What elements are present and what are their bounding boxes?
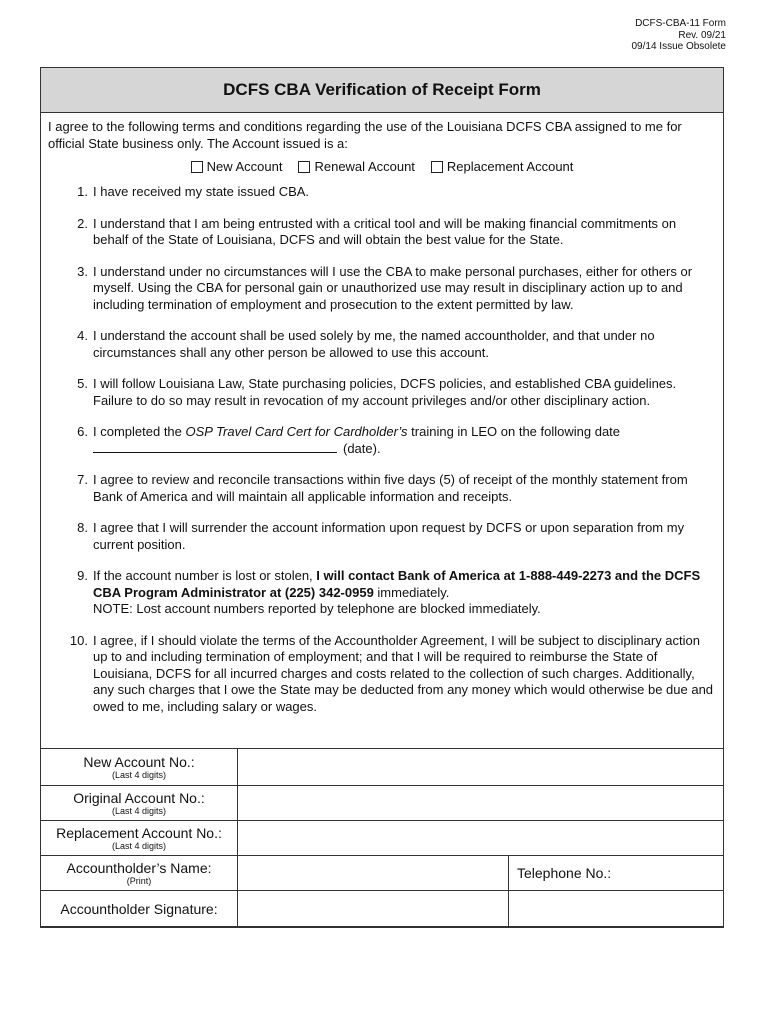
original-account-label-cell [41, 786, 238, 821]
term-number: 2. [77, 215, 88, 231]
new-account-no-label: New Account No.: [83, 753, 195, 770]
term-item [41, 184, 723, 201]
new-account-input[interactable] [238, 749, 724, 786]
term-number: 10. [69, 632, 88, 648]
telephone-cell[interactable] [509, 856, 724, 891]
term-text: I have received my state issued CBA. [93, 184, 310, 199]
terms-list [41, 184, 723, 715]
term-text: I will follow Louisiana Law, State purchasing policies, DCFS policies, and established CBA guidelines. Failure to do so may result in revocation of my account privileges and/or other disciplinary action. [93, 376, 677, 408]
term-number: 1. [77, 184, 88, 199]
revision: Rev. 09/21 [678, 29, 726, 41]
replacement-account-checkbox[interactable] [431, 161, 443, 173]
term-text: I understand the account shall be used solely by me, the named accountholder, and that under no circumstances shall any other person be allowed to use this account. [93, 328, 655, 360]
replacement-account-label: Replacement Account [446, 159, 574, 174]
term-number: 7. [77, 472, 88, 487]
telephone-label: Telephone No.: [517, 865, 612, 881]
new-account-checkbox[interactable] [191, 161, 203, 173]
last4-hint: (Last 4 digits) [111, 805, 167, 816]
term6-pre: I completed the [93, 424, 186, 439]
term-text: I agree that I will surrender the account information upon request by DCFS or upon separation from my current position. [93, 520, 685, 552]
term-item [41, 633, 723, 716]
form-frame [40, 67, 724, 927]
term-item [41, 520, 723, 553]
term-number: 8. [77, 520, 88, 535]
new-account-label-cell [41, 749, 238, 786]
term-number: 5. [77, 376, 88, 391]
form-header [631, 18, 726, 53]
term-item [41, 264, 723, 314]
last4-hint: (Last 4 digits) [111, 840, 167, 851]
replacement-account-input[interactable] [238, 821, 724, 856]
term-item [41, 568, 723, 618]
term9-post: immediately. [373, 584, 450, 600]
obsolete-note: 09/14 Issue Obsolete [631, 41, 726, 52]
accountholder-name-label: Accountholder’s Name: [66, 859, 212, 876]
term-item [41, 328, 723, 361]
name-label-cell [41, 856, 238, 891]
renewal-account-checkbox[interactable] [298, 161, 310, 173]
option-renewal-account[interactable] [298, 159, 414, 174]
term-text: I agree, if I should violate the terms of the Accountholder Agreement, I will be subject to disciplinary action up to and including termination of employment; and that I will be required to reimburse the State of Louisiana, DCFS for all incurred charges and costs related to the collection of such charges. Additionally, any such charges that I owe the State may be deducted from any money which would otherwise be due and owed to me, including salary or wages. [93, 632, 714, 714]
contact-info: I will contact Bank of America at 1-888-449-2273 and the DCFS CBA Program Administrator at (225) 342-0959 [93, 568, 701, 600]
replacement-account-no-label: Replacement Account No.: [56, 824, 222, 841]
print-hint: (Print) [126, 875, 152, 886]
term-number: 6. [77, 424, 88, 439]
accountholder-name-input[interactable] [238, 856, 509, 891]
term-number: 9. [77, 568, 88, 583]
training-date-field[interactable] [93, 441, 337, 453]
term-number: 4. [77, 328, 88, 343]
training-name: OSP Travel Card Cert for Cardholder’s [185, 424, 408, 439]
signature-label-cell [41, 891, 238, 928]
term-text [93, 424, 715, 457]
term6-post: training in LEO on the following date [407, 424, 621, 439]
term-item [41, 472, 723, 505]
form-title: DCFS CBA Verification of Receipt Form [41, 68, 723, 113]
signature-label: Accountholder Signature: [60, 901, 218, 917]
term-text: I understand under no circumstances will I use the CBA to make personal purchases, either for others or myself. Using the CBA for personal gain or unauthorized use may result in disciplinary action up to and including termination of employment and prosecution to the extent permitted by law. [93, 263, 693, 312]
term-item [41, 376, 723, 409]
replacement-account-label-cell [41, 821, 238, 856]
original-account-no-label: Original Account No.: [73, 789, 205, 806]
option-new-account[interactable] [191, 159, 283, 174]
term-item [41, 424, 723, 457]
signature-input[interactable] [238, 891, 509, 928]
term-item [41, 216, 723, 249]
intro-text: I agree to the following terms and conditions regarding the use of the Louisiana DCFS CBA assigned to me for official State business only. The Account issued is a: [48, 119, 682, 151]
date-label: (date). [343, 440, 381, 456]
term-text: I understand that I am being entrusted with a critical tool and will be making financial commitments on behalf of the State of Louisiana, DCFS and will obtain the best value for the State. [93, 215, 677, 247]
original-account-input[interactable] [238, 786, 724, 821]
lost-account-note: NOTE: Lost account numbers reported by telephone are blocked immediately. [93, 601, 541, 616]
term-text: I agree to review and reconcile transactions within five days (5) of receipt of the monthly statement from Bank of America and will maintain all applicable information and receipts. [93, 472, 688, 504]
term-number: 3. [77, 263, 88, 279]
option-replacement-account[interactable] [431, 159, 573, 174]
term9-pre: If the account number is lost or stolen, [93, 568, 317, 583]
renewal-account-label: Renewal Account [314, 159, 415, 174]
form-id: DCFS-CBA-11 Form [635, 18, 726, 29]
account-fields-table [40, 748, 724, 928]
telephone-input[interactable] [509, 891, 724, 928]
account-type-options [41, 159, 723, 174]
term-text [93, 568, 715, 618]
new-account-label: New Account [206, 159, 283, 174]
last4-hint: (Last 4 digits) [111, 769, 167, 780]
